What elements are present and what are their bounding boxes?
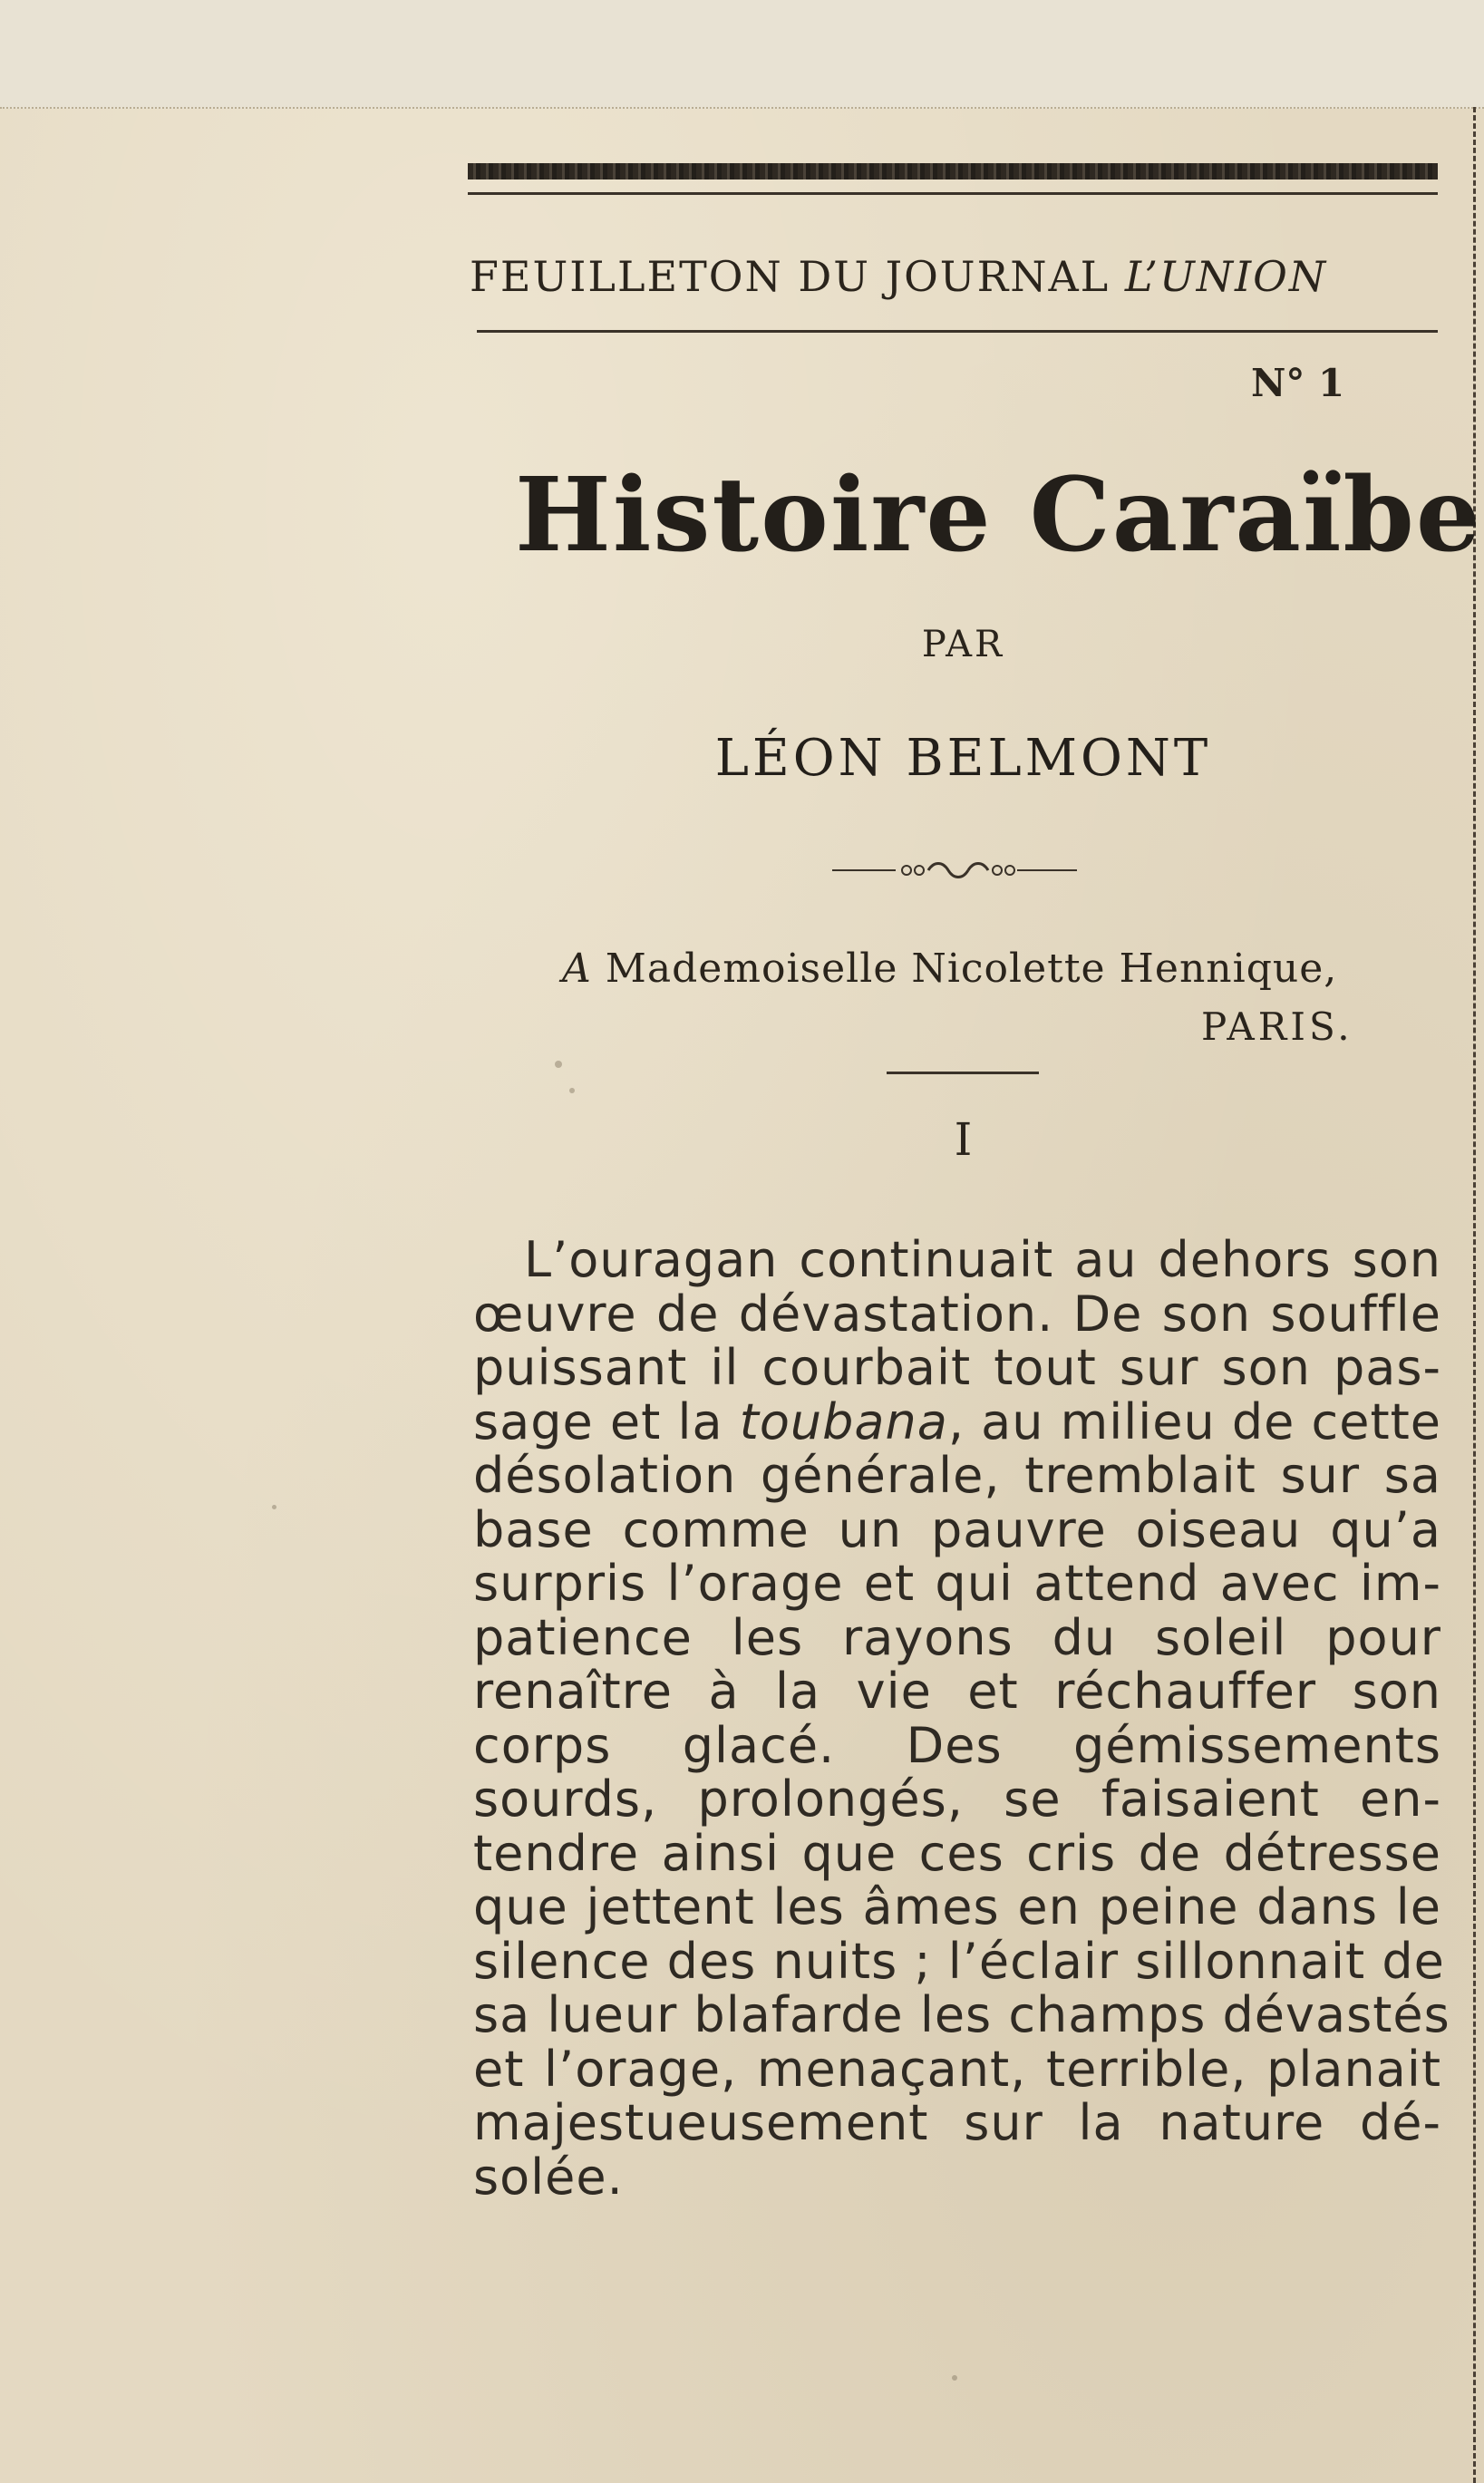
scan-top-strip [0, 0, 1484, 109]
body-line: que jettent les âmes en peine dans le [473, 1878, 1441, 1935]
dedication-city: PARIS. [1201, 1004, 1353, 1049]
newspaper-clipping [453, 107, 1483, 2483]
body-line: majestueusement sur la nature dé- [473, 2094, 1441, 2151]
issue-number: N° 1 [1251, 361, 1345, 405]
body-line: désolation générale, tremblait sur sa [473, 1447, 1441, 1504]
dedication-prefix: A [562, 946, 592, 992]
feuilleton-label: FEUILLETON DU JOURNAL [470, 252, 1125, 301]
paper-speck [272, 1505, 276, 1509]
header-thick-rule [468, 163, 1438, 179]
body-line: tendre ainsi que ces cris de détresse [473, 1824, 1441, 1882]
body-line: renaître à la vie et réchauffer son [473, 1663, 1441, 1720]
body-italic-word: toubana [739, 1392, 948, 1450]
body-line: solée. [473, 2148, 624, 2206]
body-line: L’ouragan continuait au dehors son [524, 1231, 1441, 1288]
body-line: corps glacé. Des gémissements [473, 1716, 1441, 1774]
paper-speck [569, 1088, 575, 1093]
dedication-recipient: Mademoiselle Nicolette Hennique, [605, 946, 1338, 992]
body-line: sourds, prolongés, se faisaient en- [473, 1770, 1441, 1828]
chapter-number: I [954, 1113, 973, 1166]
header-lower-rule [477, 330, 1438, 333]
body-line: silence des nuits ; l’éclair sillonnait de [473, 1932, 1445, 1990]
feuilleton-header [470, 252, 1449, 301]
body-line: sa lueur blafarde les champs dévastés [473, 1986, 1450, 2043]
author-name: LÉON BELMONT [714, 729, 1212, 788]
header-thin-rule [468, 192, 1438, 195]
section-rule [887, 1072, 1039, 1074]
dedication-line [562, 946, 1337, 992]
paper-speck [555, 1061, 562, 1068]
body-line: puissant il courbait tout sur son pas- [473, 1339, 1441, 1396]
body-paragraph [473, 1231, 1450, 2206]
body-line [473, 1392, 1442, 1450]
body-line: œuvre de dévastation. De son souffle [473, 1285, 1441, 1343]
body-line: surpris l’orage et qui attend avec im- [473, 1555, 1441, 1612]
byline-par: PAR [921, 624, 1005, 665]
body-line-end: , au milieu de cette [947, 1392, 1442, 1450]
paper-speck [952, 2375, 957, 2381]
story-title: Histoire Caraïbe [515, 456, 1483, 575]
body-line: patience les rayons du soleil pour [473, 1608, 1441, 1666]
body-line-start: sage et la [473, 1392, 740, 1450]
body-line: et l’orage, menaçant, terrible, planait [473, 2040, 1441, 2098]
body-line: base comme un pauvre oiseau qu’a [473, 1500, 1441, 1558]
ornament-divider [832, 859, 1077, 881]
newspaper-name: L’UNION [1124, 252, 1328, 301]
